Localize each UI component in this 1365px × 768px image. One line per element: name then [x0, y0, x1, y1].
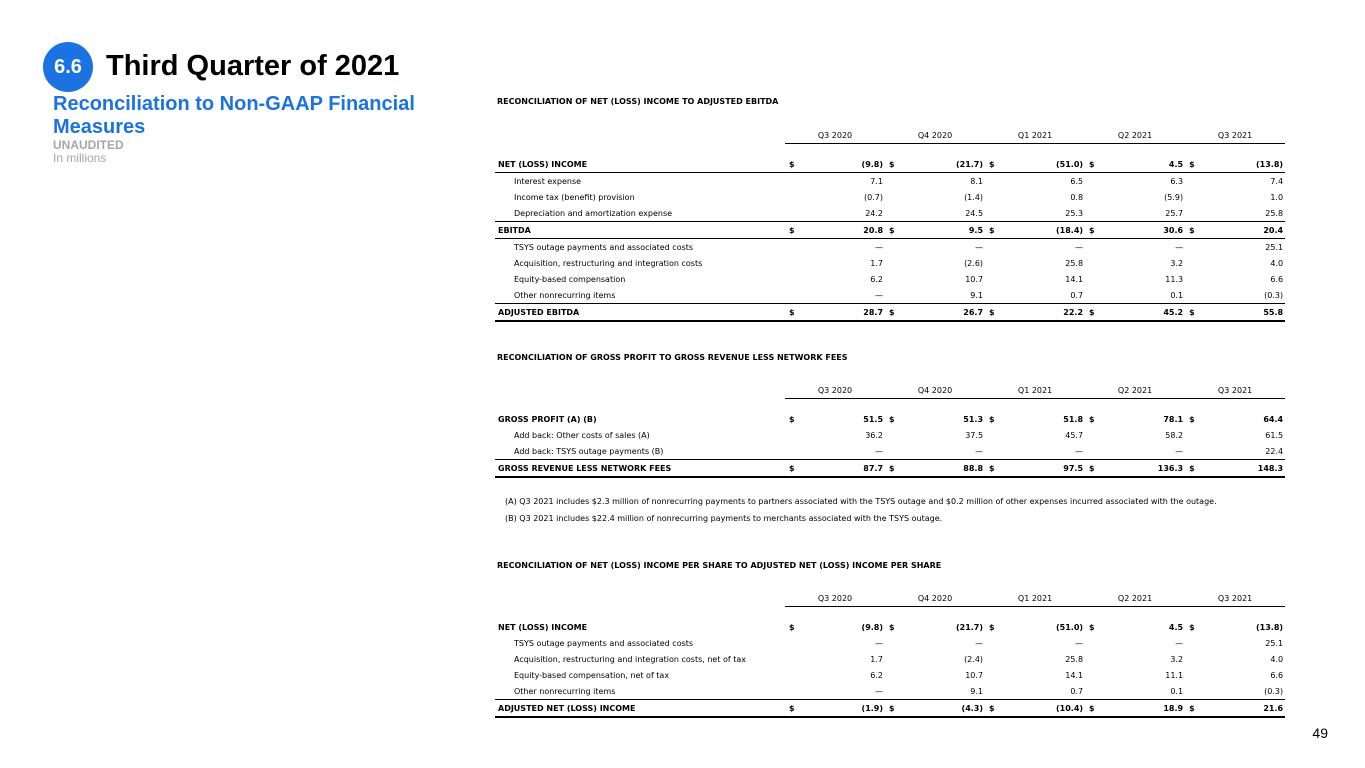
cell-value: — — [1175, 638, 1184, 648]
period-header: Q3 2020 — [785, 590, 885, 607]
dollar-sign: $ — [885, 222, 897, 239]
period-header: Q1 2021 — [985, 127, 1085, 144]
table-row — [495, 173, 1285, 190]
cell-value: 7.4 — [1270, 176, 1284, 186]
cell-value: 51.8 — [1063, 414, 1084, 424]
cell-value: (5.9) — [1164, 192, 1184, 202]
pershare-table — [495, 590, 1285, 718]
row-label: NET (LOSS) INCOME — [498, 622, 588, 632]
cell-value: (0.3) — [1197, 287, 1285, 304]
cell-value: 6.6 — [1270, 670, 1284, 680]
row-label: Add back: TSYS outage payments (B) — [495, 443, 785, 460]
cell-value: (10.4) — [997, 700, 1085, 718]
cell-value: — — [997, 443, 1085, 460]
cell-value: — — [797, 287, 885, 304]
cell-value: (51.0) — [1055, 622, 1084, 632]
dollar-sign: $ — [1185, 156, 1197, 173]
table-row — [495, 619, 1285, 635]
row-label: ADJUSTED NET (LOSS) INCOME — [495, 700, 785, 718]
table-row — [495, 156, 1285, 173]
cell-value: 21.6 — [1197, 700, 1285, 718]
cell-value: 14.1 — [1065, 274, 1084, 284]
cell-value: 20.8 — [797, 222, 885, 239]
cell-value: 78.1 — [1163, 414, 1184, 424]
cell-value: — — [875, 638, 884, 648]
gross-section-title: RECONCILIATION OF GROSS PROFIT TO GROSS REVENUE LESS NETWORK FEES — [497, 353, 848, 362]
dollar-sign: $ — [1185, 304, 1197, 322]
cell-value: 0.1 — [1097, 287, 1185, 304]
cell-value: 4.0 — [1270, 654, 1284, 664]
table-row — [495, 205, 1285, 222]
cell-value: — — [1075, 242, 1084, 252]
cell-value: 97.5 — [997, 460, 1085, 478]
table-row — [495, 427, 1285, 443]
row-label: Equity-based compensation, net of tax — [514, 670, 670, 680]
row-label: Equity-based compensation — [514, 274, 626, 284]
cell-value: 37.5 — [965, 430, 984, 440]
cell-value: 7.1 — [870, 176, 884, 186]
cell-value: (13.8) — [1197, 156, 1285, 173]
cell-value: 11.1 — [1165, 670, 1184, 680]
row-label: TSYS outage payments and associated costs — [514, 638, 694, 648]
units-label: In millions — [53, 151, 107, 165]
dollar-sign: $ — [785, 304, 797, 322]
cell-value: 0.7 — [997, 683, 1085, 700]
cell-value: 6.6 — [1270, 274, 1284, 284]
cell-value: — — [897, 443, 985, 460]
cell-value: (9.8) — [797, 156, 885, 173]
cell-value: — — [1175, 242, 1184, 252]
row-label: TSYS outage payments and associated costs — [514, 242, 694, 252]
section-badge: 6.6 — [43, 42, 93, 92]
dollar-sign: $ — [789, 414, 795, 424]
cell-value: (1.9) — [797, 700, 885, 718]
cell-value: 0.7 — [997, 287, 1085, 304]
dollar-sign: $ — [989, 414, 995, 424]
cell-value: (2.4) — [964, 654, 984, 664]
dollar-sign: $ — [985, 156, 997, 173]
table-row — [495, 239, 1285, 256]
cell-value: 45.7 — [1065, 430, 1084, 440]
cell-value: 3.2 — [1170, 258, 1184, 268]
row-label: Depreciation and amortization expense — [495, 205, 785, 222]
cell-value: — — [797, 683, 885, 700]
cell-value: 6.3 — [1170, 176, 1184, 186]
cell-value: 0.8 — [1070, 192, 1084, 202]
dollar-sign: $ — [889, 622, 895, 632]
dollar-sign: $ — [985, 304, 997, 322]
row-label: Acquisition, restructuring and integration costs, net of tax — [514, 654, 747, 664]
cell-value: 25.1 — [1265, 638, 1284, 648]
cell-value: 22.4 — [1197, 443, 1285, 460]
period-header: Q3 2020 — [785, 127, 885, 144]
period-header: Q3 2021 — [1185, 382, 1285, 399]
dollar-sign: $ — [1085, 460, 1097, 478]
table-row — [495, 255, 1285, 271]
table-row — [495, 222, 1285, 239]
cell-value: — — [797, 443, 885, 460]
cell-value: 6.5 — [1070, 176, 1084, 186]
row-label: Acquisition, restructuring and integration costs — [514, 258, 703, 268]
cell-value: (13.8) — [1256, 622, 1284, 632]
dollar-sign: $ — [789, 622, 795, 632]
cell-value: 24.2 — [797, 205, 885, 222]
cell-value: 20.4 — [1197, 222, 1285, 239]
cell-value: 25.8 — [1065, 258, 1084, 268]
cell-value: 136.3 — [1097, 460, 1185, 478]
cell-value: (21.7) — [897, 156, 985, 173]
cell-value: (1.4) — [964, 192, 984, 202]
table-row — [495, 271, 1285, 287]
dollar-sign: $ — [885, 700, 897, 718]
cell-value: (2.6) — [964, 258, 984, 268]
cell-value: 4.0 — [1270, 258, 1284, 268]
dollar-sign: $ — [1089, 622, 1095, 632]
table-row — [495, 411, 1285, 427]
dollar-sign: $ — [985, 222, 997, 239]
dollar-sign: $ — [885, 460, 897, 478]
cell-value: (4.3) — [897, 700, 985, 718]
cell-value: 25.1 — [1265, 242, 1284, 252]
cell-value: 87.7 — [797, 460, 885, 478]
row-label: Interest expense — [514, 176, 582, 186]
cell-value: 14.1 — [1065, 670, 1084, 680]
cell-value: 25.8 — [1197, 205, 1285, 222]
row-label: ADJUSTED EBITDA — [495, 304, 785, 322]
dollar-sign: $ — [785, 222, 797, 239]
cell-value: 22.2 — [997, 304, 1085, 322]
row-label: Other nonrecurring items — [495, 683, 785, 700]
cell-value: 1.7 — [870, 258, 884, 268]
dollar-sign: $ — [889, 414, 895, 424]
cell-value: 11.3 — [1165, 274, 1184, 284]
cell-value: — — [1075, 638, 1084, 648]
cell-value: 4.5 — [1168, 622, 1184, 632]
period-header: Q2 2021 — [1085, 382, 1185, 399]
cell-value: 18.9 — [1097, 700, 1185, 718]
cell-value: 51.5 — [863, 414, 884, 424]
cell-value: 148.3 — [1197, 460, 1285, 478]
dollar-sign: $ — [885, 304, 897, 322]
row-label: GROSS REVENUE LESS NETWORK FEES — [495, 460, 785, 478]
dollar-sign: $ — [1085, 304, 1097, 322]
cell-value: 88.8 — [897, 460, 985, 478]
table-row — [495, 287, 1285, 304]
cell-value: (9.8) — [861, 622, 884, 632]
cell-value: 1.7 — [870, 654, 884, 664]
cell-value: 26.7 — [897, 304, 985, 322]
table-row — [495, 667, 1285, 683]
cell-value: 51.3 — [963, 414, 984, 424]
cell-value: 10.7 — [965, 274, 984, 284]
cell-value: 9.1 — [897, 683, 985, 700]
table-header-row — [495, 382, 1285, 399]
period-header: Q4 2020 — [885, 590, 985, 607]
dollar-sign: $ — [1085, 222, 1097, 239]
table-header-row — [495, 127, 1285, 144]
dollar-sign: $ — [885, 156, 897, 173]
cell-value: — — [975, 242, 984, 252]
dollar-sign: $ — [985, 460, 997, 478]
cell-value: 24.5 — [897, 205, 985, 222]
cell-value: 3.2 — [1170, 654, 1184, 664]
cell-value: 10.7 — [965, 670, 984, 680]
cell-value: 9.1 — [897, 287, 985, 304]
ebitda-section-title: RECONCILIATION OF NET (LOSS) INCOME TO ADJUSTED EBITDA — [497, 97, 779, 106]
table-row — [495, 460, 1285, 478]
cell-value: 25.3 — [997, 205, 1085, 222]
cell-value: 45.2 — [1097, 304, 1185, 322]
table-row — [495, 635, 1285, 651]
cell-value: 1.0 — [1270, 192, 1284, 202]
dollar-sign: $ — [1185, 460, 1197, 478]
period-header: Q1 2021 — [985, 382, 1085, 399]
row-label: Income tax (benefit) provision — [514, 192, 635, 202]
cell-value: 6.2 — [870, 274, 884, 284]
footnote-b: (B) Q3 2021 includes $22.4 million of nonrecurring payments to merchants associated with the TSYS outage. — [505, 514, 943, 523]
period-header: Q4 2020 — [885, 382, 985, 399]
table-row — [495, 651, 1285, 667]
cell-value: (21.7) — [955, 622, 984, 632]
cell-value: 30.6 — [1097, 222, 1185, 239]
dollar-sign: $ — [1085, 700, 1097, 718]
row-label: Add back: Other costs of sales (A) — [514, 430, 650, 440]
dollar-sign: $ — [985, 700, 997, 718]
cell-value: (0.3) — [1197, 683, 1285, 700]
dollar-sign: $ — [989, 622, 995, 632]
page-title: Third Quarter of 2021 — [106, 50, 400, 82]
dollar-sign: $ — [1185, 222, 1197, 239]
page-number: 49 — [1312, 725, 1328, 741]
cell-value: — — [1097, 443, 1185, 460]
cell-value: 9.5 — [897, 222, 985, 239]
cell-value: 61.5 — [1265, 430, 1284, 440]
cell-value: 25.7 — [1097, 205, 1185, 222]
cell-value: 55.8 — [1197, 304, 1285, 322]
period-header: Q3 2021 — [1185, 590, 1285, 607]
table-row — [495, 304, 1285, 322]
pershare-section-title: RECONCILIATION OF NET (LOSS) INCOME PER SHARE TO ADJUSTED NET (LOSS) INCOME PER SHARE — [497, 561, 942, 570]
dollar-sign: $ — [1185, 700, 1197, 718]
period-header: Q3 2020 — [785, 382, 885, 399]
dollar-sign: $ — [1085, 156, 1097, 173]
cell-value: — — [875, 242, 884, 252]
row-label: NET (LOSS) INCOME — [495, 156, 785, 173]
period-header: Q2 2021 — [1085, 590, 1185, 607]
period-header: Q1 2021 — [985, 590, 1085, 607]
cell-value: 28.7 — [797, 304, 885, 322]
cell-value: 36.2 — [865, 430, 884, 440]
dollar-sign: $ — [785, 460, 797, 478]
table-row — [495, 443, 1285, 460]
cell-value: — — [975, 638, 984, 648]
cell-value: 6.2 — [870, 670, 884, 680]
cell-value: (18.4) — [997, 222, 1085, 239]
cell-value: (0.7) — [864, 192, 884, 202]
dollar-sign: $ — [1189, 414, 1195, 424]
gross-table — [495, 382, 1285, 478]
period-header: Q2 2021 — [1085, 127, 1185, 144]
cell-value: 25.8 — [1065, 654, 1084, 664]
cell-value: 0.1 — [1097, 683, 1185, 700]
table-header-row — [495, 590, 1285, 607]
page-subtitle: Reconciliation to Non-GAAP Financial Measures — [53, 93, 415, 138]
cell-value: 64.4 — [1263, 414, 1284, 424]
table-row — [495, 683, 1285, 700]
table-row — [495, 189, 1285, 205]
row-label: Other nonrecurring items — [495, 287, 785, 304]
ebitda-table — [495, 127, 1285, 322]
row-label: EBITDA — [495, 222, 785, 239]
dollar-sign: $ — [785, 700, 797, 718]
dollar-sign: $ — [1089, 414, 1095, 424]
dollar-sign: $ — [785, 156, 797, 173]
cell-value: 58.2 — [1165, 430, 1184, 440]
cell-value: 4.5 — [1097, 156, 1185, 173]
cell-value: 8.1 — [970, 176, 984, 186]
dollar-sign: $ — [1189, 622, 1195, 632]
cell-value: (51.0) — [997, 156, 1085, 173]
period-header: Q4 2020 — [885, 127, 985, 144]
unaudited-label: UNAUDITED — [53, 138, 124, 152]
period-header: Q3 2021 — [1185, 127, 1285, 144]
footnote-a: (A) Q3 2021 includes $2.3 million of nonrecurring payments to partners associated with the TSYS outage and $0.2 million of other expenses incurred associated with the outage. — [505, 497, 1217, 506]
table-row — [495, 700, 1285, 718]
row-label: GROSS PROFIT (A) (B) — [498, 414, 597, 424]
